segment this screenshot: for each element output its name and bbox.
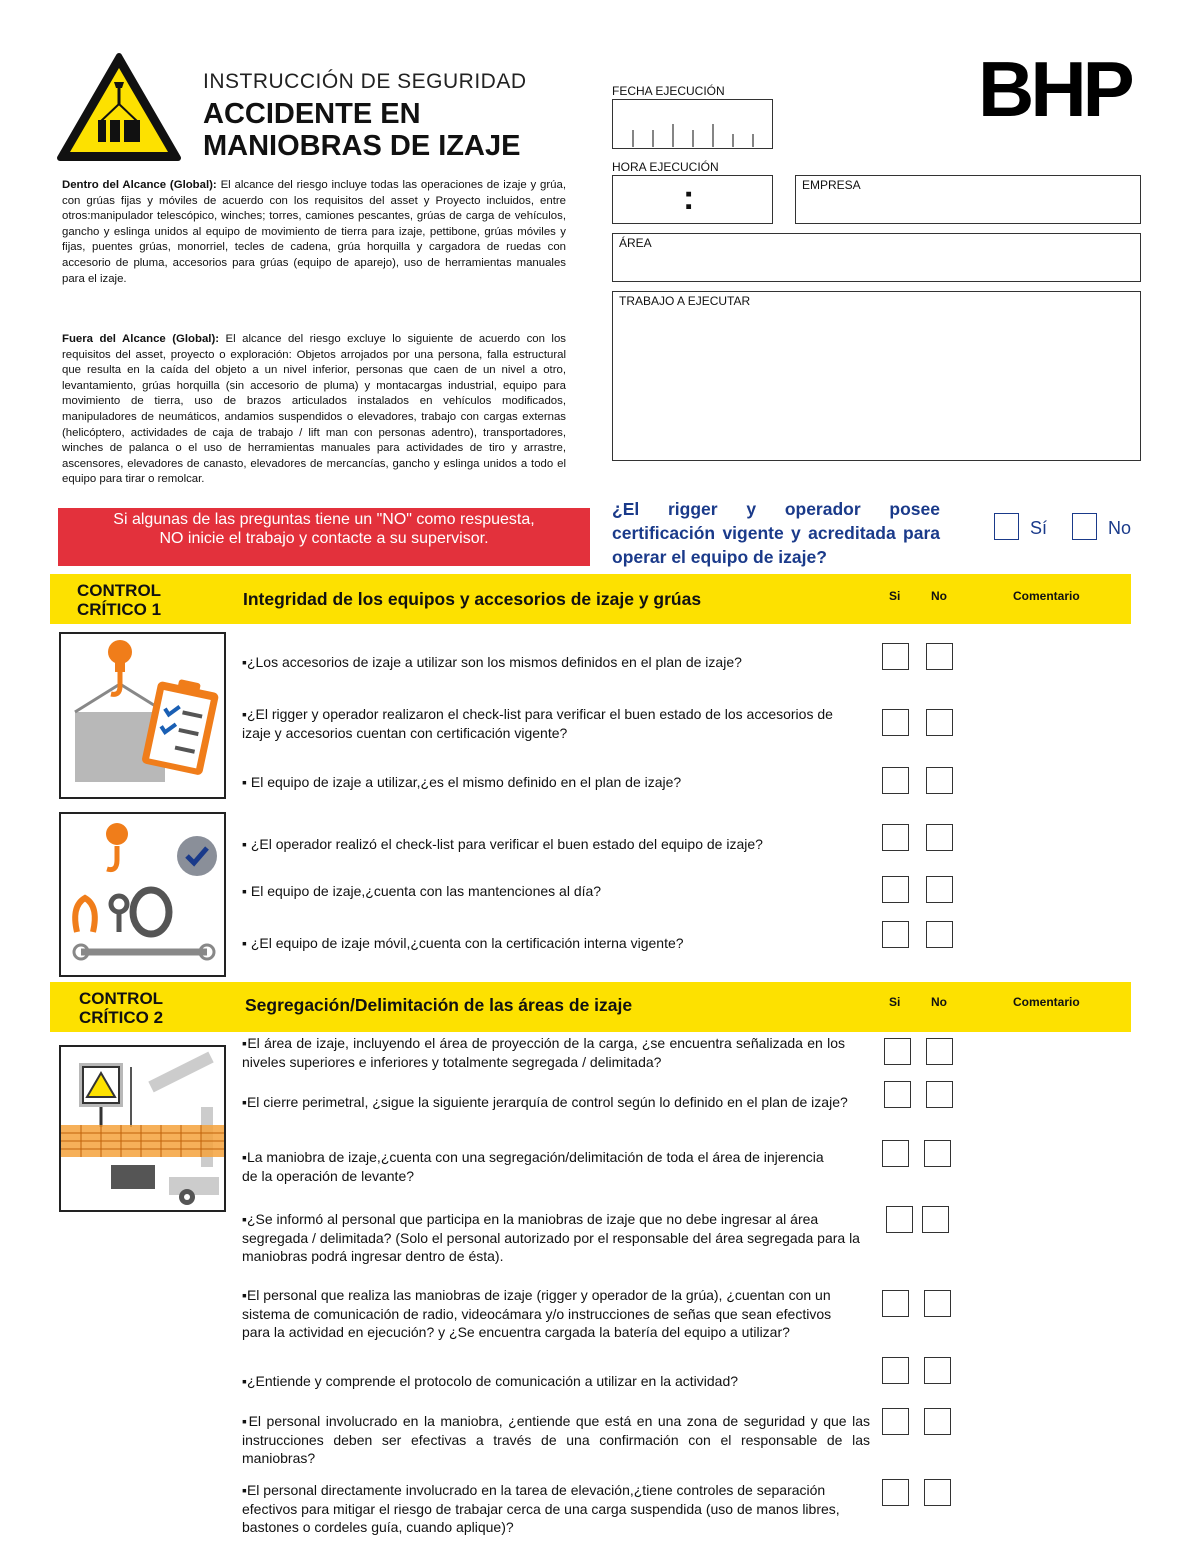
c2-q4-no-checkbox[interactable] <box>922 1206 949 1233</box>
rigging-hardware-illustration <box>59 812 226 977</box>
c1-q5-si-checkbox[interactable] <box>882 876 909 903</box>
bhp-logo: BHP <box>978 45 1131 133</box>
area-label: ÁREA <box>619 236 652 250</box>
col-no-2: No <box>931 995 947 1009</box>
c1-q6-no-checkbox[interactable] <box>926 921 953 948</box>
c2-q2-si-checkbox[interactable] <box>884 1081 911 1108</box>
control-1-label <box>77 581 161 619</box>
trabajo-label: TRABAJO A EJECUTAR <box>619 294 751 308</box>
c1-q1-no-checkbox[interactable] <box>926 643 953 670</box>
scope-out-label: Fuera del Alcance (Global): <box>62 333 220 345</box>
c2-question-2: ▪El cierre perimetral, ¿sigue la siguiente jerarquía de control según lo definido en el plan de izaje? <box>242 1094 848 1110</box>
rigger-question: ¿El rigger y operador posee certificación vigente y acreditada para operar el equipo de izaje? <box>612 499 940 567</box>
hora-separator: : <box>683 179 695 217</box>
scope-out <box>62 332 566 488</box>
control-2-label <box>79 989 163 1027</box>
c2-q5-no-checkbox[interactable] <box>924 1290 951 1317</box>
c1-q4-si-checkbox[interactable] <box>882 824 909 851</box>
scope-in-label: Dentro del Alcance (Global): <box>62 179 217 191</box>
control-2-label-line-1: CONTROL <box>79 989 164 1008</box>
c1-question-4: ▪ ¿El operador realizó el check-list para verificar el buen estado del equipo de izaje? <box>242 836 763 852</box>
c2-question-6: ▪¿Entiende y comprende el protocolo de comunicación a utilizar en la actividad? <box>242 1373 739 1389</box>
c1-q4-no-checkbox[interactable] <box>926 824 953 851</box>
fecha-label: FECHA EJECUCIÓN <box>612 84 725 98</box>
control-2-title: Segregación/Delimitación de las áreas de izaje <box>245 995 633 1015</box>
c2-q7-si-checkbox[interactable] <box>882 1408 909 1435</box>
col-comentario: Comentario <box>1013 589 1080 603</box>
c2-q1-no-checkbox[interactable] <box>926 1038 953 1065</box>
c1-question-5: ▪ El equipo de izaje,¿cuenta con las mantenciones al día? <box>242 883 602 899</box>
barrier-crane-illustration <box>59 1045 226 1212</box>
area-input[interactable] <box>612 233 1141 282</box>
empresa-input[interactable] <box>795 175 1141 224</box>
hazard-warning-icon <box>56 52 182 164</box>
c1-question-1: ▪¿Los accesorios de izaje a utilizar son los mismos definidos en el plan de izaje? <box>242 654 742 670</box>
c1-question-3: ▪ El equipo de izaje a utilizar,¿es el mismo definido en el plan de izaje? <box>242 774 682 790</box>
c2-question-8: ▪El personal directamente involucrado en la tarea de elevación,¿tiene controles de separación efectivos para mitigar el riesgo de trabajar cerca de una carga suspendida (uso de manos libres, bastones o cordeles guía, cuando aplique)? <box>242 1482 840 1535</box>
control-1-header <box>50 574 1131 624</box>
c2-question-7: ▪El personal involucrado en la maniobra, ¿entiende que está en una zona de seguridad y que las instrucciones deben ser efectivas a través de una confirmación con el responsable de las maniobras? <box>242 1413 870 1466</box>
scope-in <box>62 178 566 287</box>
c2-q3-si-checkbox[interactable] <box>882 1140 909 1167</box>
c1-q5-no-checkbox[interactable] <box>926 876 953 903</box>
control-2-label-line-2: CRÍTICO 2 <box>79 1008 164 1027</box>
c2-q1-si-checkbox[interactable] <box>884 1038 911 1065</box>
col-si-2: Si <box>889 995 901 1009</box>
control-1-label-line-1: CONTROL <box>77 581 162 600</box>
c2-q3-no-checkbox[interactable] <box>924 1140 951 1167</box>
hora-label: HORA EJECUCIÓN <box>612 160 719 174</box>
c2-question-1: ▪El área de izaje, incluyendo el área de proyección de la carga, ¿se encuentra señalizada en los niveles superiores e inferiores y totalmente segregada / delimitada? <box>242 1035 845 1070</box>
c2-q6-no-checkbox[interactable] <box>924 1357 951 1384</box>
fecha-input[interactable] <box>612 99 773 149</box>
hook-checklist-illustration <box>59 632 226 799</box>
title-line-1: ACCIDENTE EN <box>203 98 421 130</box>
rigger-no-label: No <box>1108 518 1132 538</box>
c1-q6-si-checkbox[interactable] <box>882 921 909 948</box>
control-1-label-line-2: CRÍTICO 1 <box>77 600 162 619</box>
c2-q5-si-checkbox[interactable] <box>882 1290 909 1317</box>
c1-question-2: ▪¿El rigger y operador realizaron el check-list para verificar el buen estado de los accesorios de izaje y accesorios cuentan con certificación vigente? <box>242 706 833 741</box>
col-comentario-2: Comentario <box>1013 995 1080 1009</box>
c1-q2-no-checkbox[interactable] <box>926 709 953 736</box>
c1-q3-no-checkbox[interactable] <box>926 767 953 794</box>
c2-q7-no-checkbox[interactable] <box>924 1408 951 1435</box>
c2-question-3: ▪La maniobra de izaje,¿cuenta con una segregación/delimitación de toda el área de injerencia de la operación de levante? <box>242 1149 824 1184</box>
control-1-title: Integridad de los equipos y accesorios de izaje y grúas <box>243 589 702 609</box>
c2-question-4: ▪¿Se informó al personal que participa en la maniobras de izaje que no debe ingresar al área segregada / delimitada? (Solo el personal autorizado por el responsable del área segregada para la maniobras podrá ingresar dentro de ésta). <box>242 1211 860 1264</box>
title-line-2: MANIOBRAS DE IZAJE <box>203 130 521 162</box>
c2-q4-si-checkbox[interactable] <box>886 1206 913 1233</box>
c2-q2-no-checkbox[interactable] <box>926 1081 953 1108</box>
rigger-yes-checkbox[interactable] <box>994 513 1019 540</box>
c2-q8-si-checkbox[interactable] <box>882 1479 909 1506</box>
rigger-no-checkbox[interactable] <box>1072 513 1097 540</box>
document-title <box>203 98 583 162</box>
c1-q2-si-checkbox[interactable] <box>882 709 909 736</box>
col-no: No <box>931 589 947 603</box>
c2-q6-si-checkbox[interactable] <box>882 1357 909 1384</box>
c1-question-6: ▪ ¿El equipo de izaje móvil,¿cuenta con la certificación interna vigente? <box>242 935 684 951</box>
warning-line-2: NO inicie el trabajo y contacte a su supervisor. <box>159 530 489 547</box>
warning-banner <box>58 508 590 566</box>
hora-input[interactable] <box>612 175 773 224</box>
col-si: Si <box>889 589 901 603</box>
c2-question-5: ▪El personal que realiza las maniobras de izaje (rigger y operador de la grúa), ¿cuentan con un sistema de comunicación de radio, videocámara y/o instrucciones de señas que sean efectivos para la actividad en ejecución? y ¿Se encuentra cargada la batería del equipo a utilizar? <box>242 1287 832 1340</box>
c2-q8-no-checkbox[interactable] <box>924 1479 951 1506</box>
scope-out-text: El alcance del riesgo excluye lo siguiente de acuerdo con los requisitos del asset, proyecto o exploración: Objetos arrojados por una persona, falla estructural que resulta en la caída del objeto a un nivel inferior, personas que caen de un nivel a otro, levantamiento, grúas horquilla (sin accesorio de pluma) y montacargas industrial, equipo para movimiento de tierra, uso de brazos articulados instalados en vehículos modificados, manipuladores de neumáticos, andamios suspendidos o elevadores, trabajo con cargas externas (helicóptero, actividades de caja de trabajo / lift man con personas adentro), transportadores, winches de palanca o el uso de herramientas manuales para actividades de tiro y arrastre, ascensores, elevadores de canasto, elevadores de mercancías, gancho y eslinga unidos a todo el equipo para tirar o remolcar. <box>62 333 566 486</box>
document-subtitle: INSTRUCCIÓN DE SEGURIDAD <box>203 70 527 93</box>
warning-line-1: Si algunas de las preguntas tiene un "NO" como respuesta, <box>113 511 535 528</box>
empresa-label: EMPRESA <box>802 178 861 192</box>
control-2-header <box>50 982 1131 1032</box>
c1-q3-si-checkbox[interactable] <box>882 767 909 794</box>
trabajo-input[interactable] <box>612 291 1141 461</box>
scope-in-text: El alcance del riesgo incluye todas las operaciones de izaje y grúa, con grúas fijas y móviles de acuerdo con los requisitos del asset y Proyecto incluidos, entre otros:manipulador telescópico, winches; torres, camiones pescantes, grúas de carga de vehículos, gancho y eslinga unidos al equipo de movimiento de tierra para izaje, pettibone, grúas móviles y fijas, puentes grúas, monorriel, tecles de cadena, grúa horquilla y cargadora de ruedas con accesorio de pluma, accesorios para grúas (equipo de aparejo), uso de herramientas manuales para el izaje. <box>62 179 566 285</box>
rigger-yes-label: Sí <box>1030 518 1048 538</box>
c1-q1-si-checkbox[interactable] <box>882 643 909 670</box>
